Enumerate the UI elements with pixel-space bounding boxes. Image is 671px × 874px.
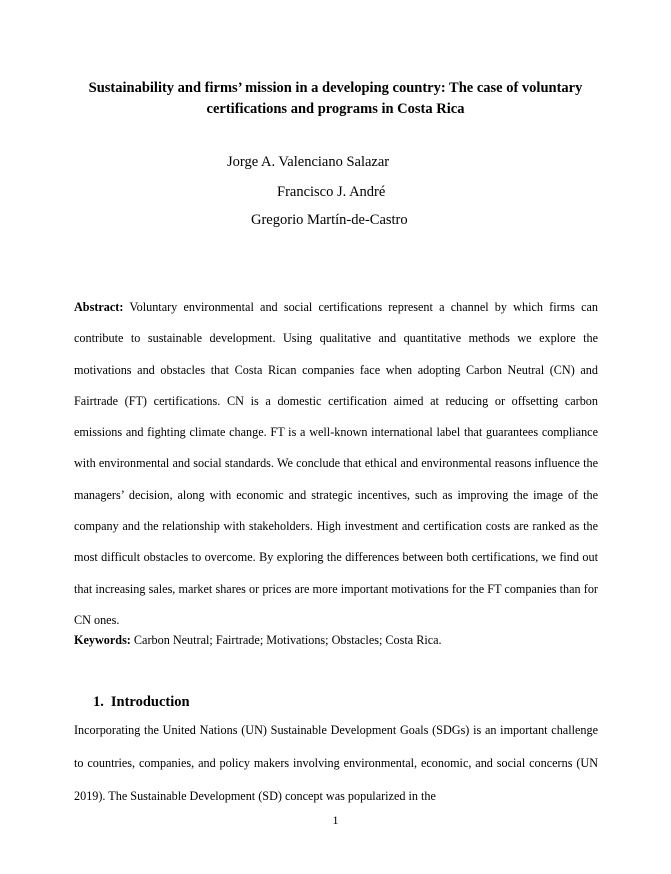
section-body: Incorporating the United Nations (UN) Sustainable Development Goals (SDGs) is an important challenge to countries, companies, and policy makers involving environmental, economic, and social concerns (UN 2019). The Sustainable Development (SD) concept was popularized in the — [74, 723, 598, 803]
section-number: 1. — [93, 694, 104, 710]
page-number: 1 — [332, 813, 339, 827]
abstract — [74, 292, 598, 636]
keywords-text: Carbon Neutral; Fairtrade; Motivations; Obstacles; Costa Rica. — [133, 633, 442, 647]
keywords-label: Keywords: — [74, 633, 131, 647]
author-name: Jorge A. Valenciano Salazar — [227, 154, 390, 170]
section-heading — [93, 692, 190, 712]
keywords — [74, 631, 598, 649]
author-name: Gregorio Martín-de-Castro — [251, 212, 408, 228]
abstract-label: Abstract: — [74, 300, 124, 314]
author-name: Francisco J. André — [277, 184, 386, 200]
section-title: Introduction — [110, 694, 190, 710]
abstract-text: Voluntary environmental and social certifications represent a channel by which firms can contribute to sustainable development. Using qualitative and quantitative methods we explore the motivations and obstacles that Costa Rican companies face when adopting Carbon Neutral (CN) and Fairtrade (FT) certifications. CN is a domestic certification aimed at reducing or offsetting carbon emissions and fighting climate change. FT is a well-known international label that guarantees compliance with environmental and social standards. We conclude that ethical and environmental reasons influence the managers’ decision, along with economic and strategic incentives, such as improving the image of the company and the relationship with stakeholders. High investment and certification costs are ranked as the most difficult obstacles to overcome. By exploring the differences between both certifications, we find out that increasing sales, market shares or prices are more important motivations for the FT companies than for CN ones. — [74, 300, 598, 627]
paper-title: Sustainability and firms’ mission in a developing country: The case of voluntary certifications and programs in Costa Rica — [88, 80, 583, 117]
